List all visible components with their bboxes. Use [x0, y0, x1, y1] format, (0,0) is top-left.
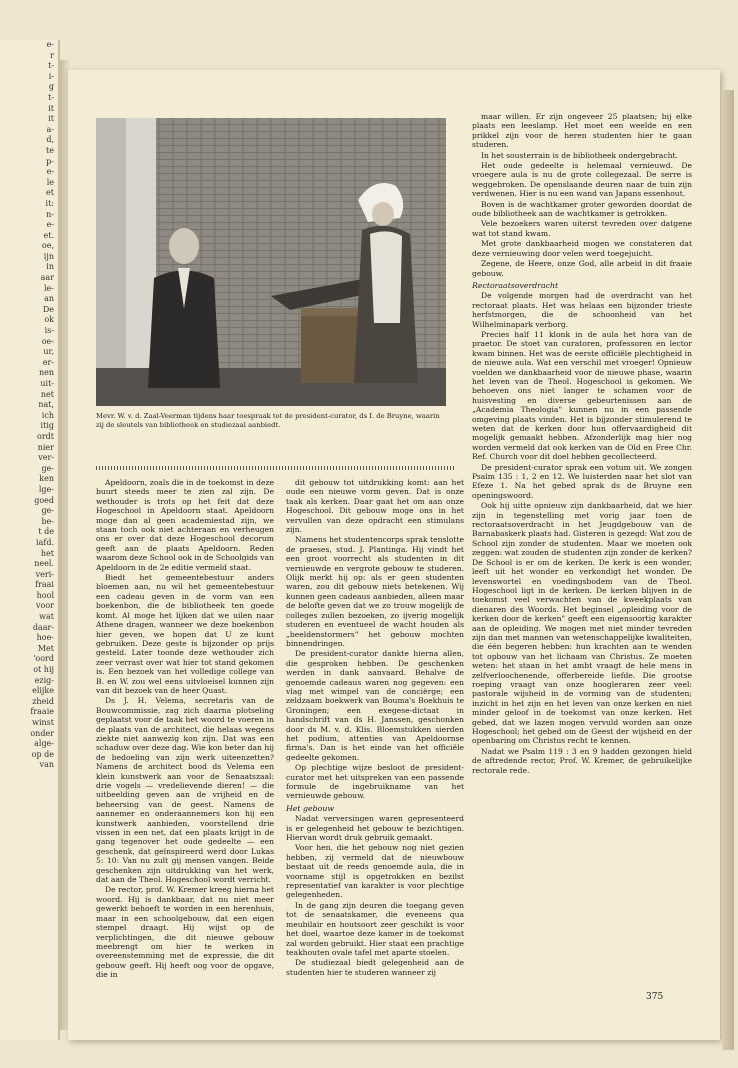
margin-fragment: in	[46, 262, 54, 272]
section-heading-het-gebouw: Het gebouw	[286, 803, 335, 813]
margin-fragment: n-	[46, 209, 54, 219]
margin-fragment: zheid	[32, 696, 54, 706]
paragraph: Apeldoorn, zoals die in de toekomst in deze buurt steeds meer te zien zal zijn. De wethouder is trots op het feit dat deze Hogeschool in Apeldoorn staat. Apeldoorn moge dan al geen academiestad zijn, we staan toch ook niet achteraan en verheugen ons er over dat deze Hogeschool decorum geeft aan de plaats Apeldoorn. Reden waarom deze School ook in de Schoolgids van Apeldoorn in de 2e editie vermeld staat.	[96, 478, 274, 572]
margin-fragment: et.	[43, 230, 54, 240]
paragraph: In de gang zijn deuren die toegang geven tot de senaatskamer, die eveneens qua meubilair en houtsoort zeer geschikt is voor het doel, waartoe deze kamer in de toekomst zal worden gebruikt. Hier staat een prachtige teakhouten ovale tafel met aparte stoelen.	[286, 900, 464, 957]
margin-fragment: wat	[39, 612, 54, 622]
margin-fragment: het	[40, 548, 54, 558]
margin-fragment: ge-	[41, 506, 54, 516]
margin-fragment: ijn	[43, 251, 54, 261]
margin-fragment: nier	[37, 442, 54, 452]
section-heading-rectoraatsoverdracht: Rectoraatsoverdracht	[472, 280, 559, 290]
margin-fragment: e-	[46, 220, 54, 230]
margin-fragment: r	[50, 50, 54, 60]
margin-fragment: g	[48, 82, 54, 92]
left-page-margin	[0, 40, 60, 1040]
margin-fragment: ezig-	[34, 675, 54, 685]
margin-fragment: an	[44, 294, 54, 304]
column-2-paragraphs-after	[286, 814, 464, 977]
margin-fragment: ot hij	[33, 665, 54, 675]
margin-fragment: d,	[46, 135, 54, 145]
margin-fragment: lge-	[38, 484, 54, 494]
margin-fragment: alge-	[34, 739, 54, 749]
left-page-fragments	[0, 40, 58, 771]
margin-fragment: ich	[41, 410, 54, 420]
paragraph: De rector, prof. W. Kremer kreeg hierna het woord. Hij is dankbaar, dat nu niet meer gewerkt behoeft te worden in een herenhuis, maar in een schoolgebouw, dat een eigen stempel draagt. Hij wijst op de verplichtingen, die dit nieuwe gebouw meebrengt om hier te werken in overeenstemming met de expressie, die dit gebouw geeft. Hij heeft oog voor de opgave, die in	[96, 885, 274, 980]
margin-fragment: voor	[36, 601, 54, 611]
margin-fragment: net	[40, 389, 54, 399]
margin-fragment: De	[42, 304, 54, 314]
photo-caption: Mevr. W. v. d. Zaal-Veerman tijdens haar toespraak tot de president-curator, ds I. de Bruyne, waarin zij de sleutels van bibliotheek en studiezaal aanbiedt.	[96, 412, 440, 429]
paragraph: Ds J. H. Velema, secretaris van de Bouwcommissie, zag zich daarna plotseling geplaatst voor de taak het woord te voeren in de plaats van de architect, die helaas wegens ziekte niet aanwezig kon zijn. Dat was een schaduw over deze dag. Wie kon beter dan hij de bedoeling van zijn werk uiteenzetten? Namens de architect bood ds Velema een klein kunstwerk aan voor de Senaatszaal: drie vogels — vredelievende dieren! — die uitbeelding geven aan de vrijheid en de beheersing van de geest. Namens de aannemer en onderaannemers kon hij een kunstwerk aanbieden, voorstellend drie vissen in een net, dat een plaats krijgt in de gang tegenover het oude gedeelte — een geschenk, dat geïnspireerd werd door Lukas 5: 10: Van nu zult gij mensen vangen. Beide geschenken zijn uitdrukking van het werk, dat aan de Theol. Hogeschool wordt verricht.	[96, 696, 274, 885]
margin-fragment: daar-	[32, 622, 54, 632]
margin-fragment: ver-	[38, 453, 54, 463]
margin-fragment: veri-	[35, 569, 54, 579]
paragraph: Met grote dankbaarheid mogen we constateren dat deze vernieuwing door velen werd toegejuicht.	[472, 239, 692, 258]
margin-fragment: fraai	[35, 580, 54, 590]
margin-fragment: e-	[46, 40, 54, 49]
margin-fragment: op de	[31, 749, 54, 759]
margin-fragment: be-	[41, 516, 54, 526]
paragraph: Nadat verversingen waren gepresenteerd is er gelegenheid het gebouw te bezichtigen. Hiervan wordt druk gebruik gemaakt.	[286, 814, 464, 843]
magazine-page	[68, 70, 720, 1040]
margin-fragment: p-	[46, 156, 54, 166]
paragraph: Boven is de wachtkamer groter geworden doordat de oude bibliotheek aan de wachtkamer is getrokken.	[472, 199, 692, 219]
paragraph: maar willen. Er zijn ongeveer 25 plaatsen; bij elke plaats een leeslamp. Het moet een weelde en een prikkel zijn voor de heren studenten hier te gaan studeren.	[472, 112, 692, 150]
page-edge	[722, 90, 734, 1050]
paragraph: In het sousterrain is de bibliotheek ondergebracht.	[481, 150, 678, 160]
paragraph: Voor hen, die het gebouw nog niet gezien hebben, zij vermeld dat de nieuwbouw bestaat uit de reeds genoemde aula, die in voorname stijl is opgetrokken en bezilst representatief van karakter is voor plechtige gelegenheden.	[286, 843, 464, 900]
margin-fragment: et	[46, 188, 54, 198]
paragraph: dit gebouw tot uitdrukking komt: aan het oude een nieuwe vorm geven. Dat is onze taak als kerken. Daar gaat het om aan onze Hogeschool. Dit gebouw moge ons in het vervullen van deze opdracht een stimulans zijn.	[286, 478, 464, 535]
paragraph: De volgende morgen had de overdracht van het rectoraat plaats. Het was helaas een bijzonder trieste herfstmorgen, die de schoonheid van het Wilhelminapark verborg.	[472, 291, 692, 329]
margin-fragment: e-	[46, 167, 54, 177]
margin-fragment: le-	[44, 283, 54, 293]
margin-fragment: van	[39, 760, 54, 770]
margin-fragment: er-	[42, 357, 54, 367]
paragraph: Nadat we Psalm 119 : 3 en 9 hadden gezongen hield de aftredende rector, Prof. W. Kremer, de gebruikelijke rectorale rede.	[472, 746, 692, 775]
margin-fragment: iafd.	[36, 537, 54, 547]
text-column-3	[472, 112, 692, 1026]
paragraph: Zegene, de Heere, onze God, alle arbeid in dit fraaie gebouw.	[472, 259, 692, 278]
margin-fragment: t-	[48, 92, 54, 102]
margin-fragment: oe,	[41, 241, 54, 251]
margin-fragment: ken	[39, 474, 54, 484]
paragraph: Vele bezoekers waren uiterst tevreden over datgene wat tot stand kwam.	[472, 219, 692, 238]
column-2-paragraphs	[286, 478, 464, 801]
margin-fragment: nat,	[38, 400, 54, 410]
paragraph: Op plechtige wijze besloot de president-curator met het uitspreken van een passende formule de ingebruikname van het vernieuwde gebouw.	[286, 763, 464, 801]
margin-fragment: a-	[46, 124, 54, 134]
margin-fragment: is-	[44, 326, 54, 336]
decorative-rule	[96, 466, 456, 470]
margin-fragment: neel.	[34, 559, 54, 569]
margin-fragment: 'oord	[33, 654, 54, 664]
margin-fragment: winst	[32, 718, 54, 727]
page-number: 375	[646, 992, 664, 1002]
column-3-paragraphs	[472, 112, 692, 278]
paragraph: Biedt het gemeentebestuur anders bloemen aan, nu wil het gemeentebestuur een cadeau geven in de vorm van een boekenbon, die de bibliotheek ten goede komt. Al moge het lijken dat we uilen naar Athene dragen, wanneer we deze boekenbon hier geven, we hopen dat U ze kunt gebruiken. Deze geste is bijzonder op prijs gesteld. Later toonde deze wethouder zich zeer verrast over wat hier tot stand gekomen is. Een bezoek van het volledige college van B. en W. zou wel eens uitvloeisel kunnen zijn van dit bezoek van de heer Quast.	[96, 573, 274, 695]
paragraph: De president-curator sprak een votum uit. We zongen Psalm 135 : 1, 2 en 12. We luisterden naar het slot van Efeze 1. Na het gebed sprak ds de Bruyne een openingswoord.	[472, 462, 692, 500]
margin-fragment: te	[46, 145, 54, 155]
margin-fragment: it:	[45, 198, 54, 208]
paragraph: Ook hij uitte opnieuw zijn dankbaarheid, dat we hier zijn in tegenstelling met vorig jaar toen de rectoraatsoverdracht in het Jeugdgebouw van de Barnabaskerk plaats had. Gisteren is gezegd: Wat zou de School zijn zonder de studenten. Maar we moeten ook zeggen: wat zouden de studenten zijn zonder de kerken? De School is er om de kerken. De kerk is een wonder, leeft uit het wonder en verkondigt het wonder. De levenswortel en voedingsbodem van de Theol. Hogeschool ligt in de kerken. De kerken blijven in de toekomst veel verwachten van de kweekplaats van dienaren des Woords. Het beginsel „opleiding voor de kerken door de kerken" geeft een eigensoortig karakter aan de opleiding. We mogen met niet minder tevreden zijn dan met mannen van wetenschappelijke kwaliteiten, die één begeren hebben: hun krachten aan te wenden tot opbouw van het lichaam van Christus. Ze moeten weten: het staan in het ambt vraagt de hele mens in zelfverloochenende, offerbereide liefde. Die grootse roeping vraagt van onze hoogleraren zeer veel: pastorale wijsheid in de vorming van de studenten; inzicht in het zijn en het leven van onze kerken en niet minder geloof in de toekomst van onze kerken. Het gebed, dat we lazen mogen vervuld worden aan onze Hogeschool; het gebed om de Geest der wijsheid en der openbaring om Christus recht te kennen.	[472, 501, 692, 746]
margin-fragment: t-	[48, 61, 54, 71]
text-column-1	[96, 478, 274, 1026]
paragraph: De president-curator dankte hierna allen, die gesproken hebben. De geschenken werden in dank aanvaard. Behalve de genoemde cadeaus waren nog gegeven: een vlag met wimpel van de conciërge; een zeldzaam boekwerk van Bouma's Boekhuis te Groningen; een exegese-dictaat in handschrift van ds H. Janssen, geschonken door ds M. v. d. Klis. Bloemstukken sierden het podium, attenties van Apeldoornse firma's. Dan is het einde van het officiële gedeelte gekomen.	[286, 649, 464, 762]
paragraph: Namens het studentencorps sprak tenslotte de praeses, stud. J. Plantinga. Hij vindt het een groot voorrecht als studenten in dit vernieuwde en vergrote gebouw te studeren. Olijk merkt hij op: als er geen studenten waren, zou dit gebouw niets betekenen. Wij kunnen geen cadeaus aanbieden, alleen maar de belofte geven dat we zo trouw mogelijk de colleges zullen bezoeken, zo ijverig mogelijk studeren en eventueel de wacht houden als „beeldenstormers" het gebouw mochten binnendringen.	[286, 535, 464, 648]
margin-fragment: ur,	[43, 347, 54, 357]
margin-fragment: it	[48, 114, 54, 124]
margin-fragment: ordt	[37, 431, 54, 441]
column-1-paragraphs	[96, 478, 274, 980]
margin-fragment: hoe-	[36, 633, 54, 643]
text-column-2	[286, 478, 464, 1026]
paragraph: De studiezaal biedt gelegenheid aan de studenten hier te studeren wanneer zij	[286, 958, 464, 977]
margin-fragment: fraaie	[30, 707, 54, 717]
margin-fragment: it	[48, 103, 54, 113]
margin-fragment: le	[46, 177, 54, 187]
column-3-paragraphs-after	[472, 291, 692, 775]
paragraph: Het oude gedeelte is helemaal vernieuwd. De vroegere aula is nu de grote collegezaal. De serre is weggebroken. De openslaande deuren naar de tuin zijn verdwenen. Hier is nu een wand van Japans essenhout.	[472, 161, 692, 199]
margin-fragment: nen	[38, 368, 54, 378]
margin-fragment: goed	[34, 495, 54, 505]
margin-fragment: t de	[38, 527, 54, 537]
margin-fragment: hool	[36, 590, 54, 600]
margin-fragment: uit-	[40, 379, 54, 388]
margin-fragment: ok	[44, 315, 54, 325]
margin-fragment: i-	[48, 71, 54, 81]
margin-fragment: oe-	[41, 336, 54, 346]
margin-fragment: Met	[37, 643, 54, 653]
margin-fragment: itig	[40, 421, 54, 431]
margin-fragment: aar	[40, 273, 54, 283]
paragraph: Precies half 11 klonk in de aula het hora van de praetor. De stoet van curatoren, professoren en lector kwam binnen. Het was de eerste officiële plechtigheid in de nieuwe aula. Wat een verschil met vroeger! Opnieuw voelden we dankbaarheid voor de nieuwe phase, waarin het leven van de Theol. Hogeschool is gekomen. We behoeven ons niet langer te schamen voor de huisvesting en diverse gebeurtenissen aan de „Academia Theologia" kunnen nu in een passende omgeving plaats vinden. Het is bijzonder stimulerend te weten dat de kerken door hun offervaardigheid dit mogelijk gemaakt hebben. Afzonderlijk mag hier nog worden vermeld dat ook kerken van de Old en Free Chr. Ref. Church voor dit doel hebben gecollecteerd.	[472, 329, 692, 462]
margin-fragment: elijke	[32, 686, 54, 696]
margin-fragment: onder	[30, 728, 54, 738]
ceremony-photo	[96, 118, 446, 406]
ceremony-photo-image	[96, 118, 446, 406]
margin-fragment: ge-	[41, 463, 54, 473]
